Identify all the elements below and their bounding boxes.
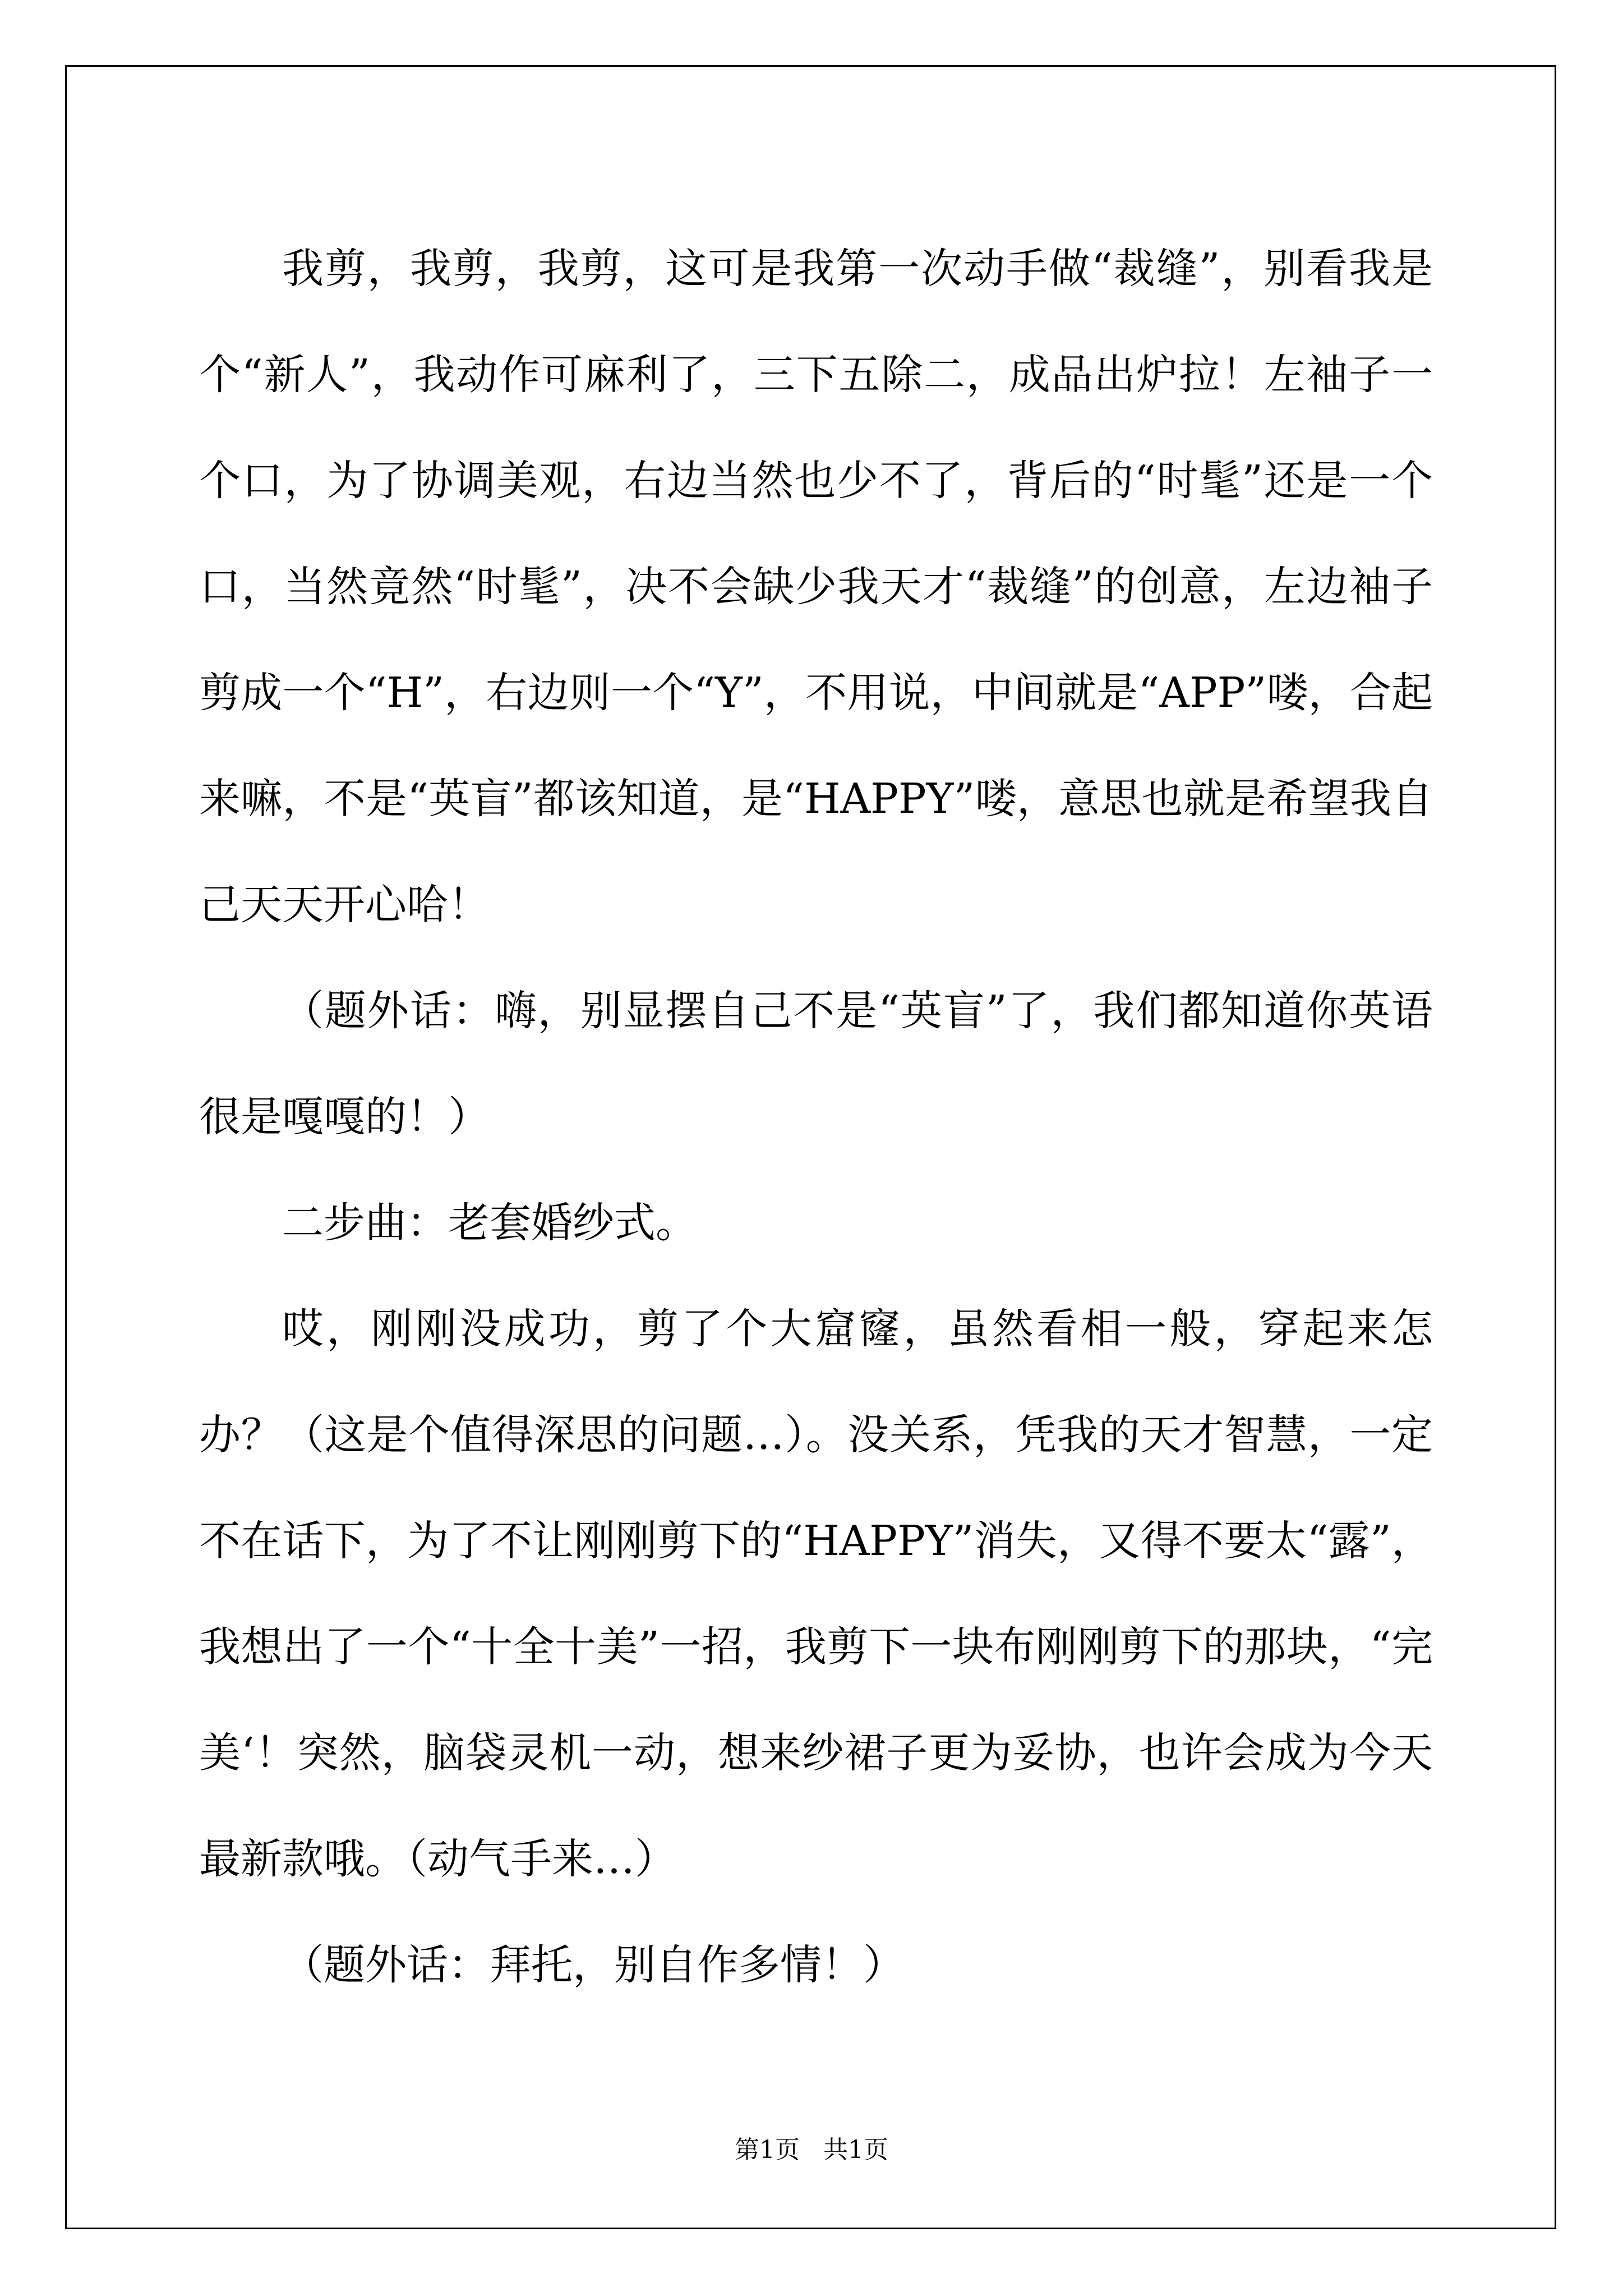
paragraph-5: （题外话：拜托，别自作多情！）: [282, 1941, 905, 1989]
paragraph-3: 二步曲：老套婚纱式。: [282, 1199, 697, 1247]
paragraph-4: 哎，刚刚没成功，剪了个大窟窿，虽然看相一般，穿起来怎办？（这是个值得深思的问题…）。没关系，凭我的天才智慧，一定不在话下，为了不让刚刚剪下的“HAPPY”消失，又得不要太“露”，我想出了一个“十全十美”一招，我剪下一块布刚刚剪下的那块，“完美‘！突然，脑袋灵机一动，想来纱裙子更为妥协，也许会成为今天最新款哦。（动气手来…）: [199, 1305, 1433, 1883]
paragraph-1: 我剪，我剪，我剪，这可是我第一次动手做“裁缝”，别看我是个“新人”，我动作可麻利了，三下五除二，成品出炉拉！左袖子一个口，为了协调美观，右边当然也少不了，背后的“时髦”还是一个口，当然竟然“时髦”，决不会缺少我天才“裁缝”的创意，左边袖子剪成一个“H”，右边则一个“Y”，不用说，中间就是“APP”喽，合起来嘛，不是“英盲”都该知道，是“HAPPY”喽，意思也就是希望我自己天天开心哈！: [199, 245, 1433, 929]
document-body: [199, 216, 1433, 2018]
paragraph-2: （题外话：嗨，别显摆自己不是“英盲”了，我们都知道你英语很是嘎嘎的！）: [199, 987, 1433, 1141]
page-footer: 第1页 共1页: [735, 2136, 888, 2164]
